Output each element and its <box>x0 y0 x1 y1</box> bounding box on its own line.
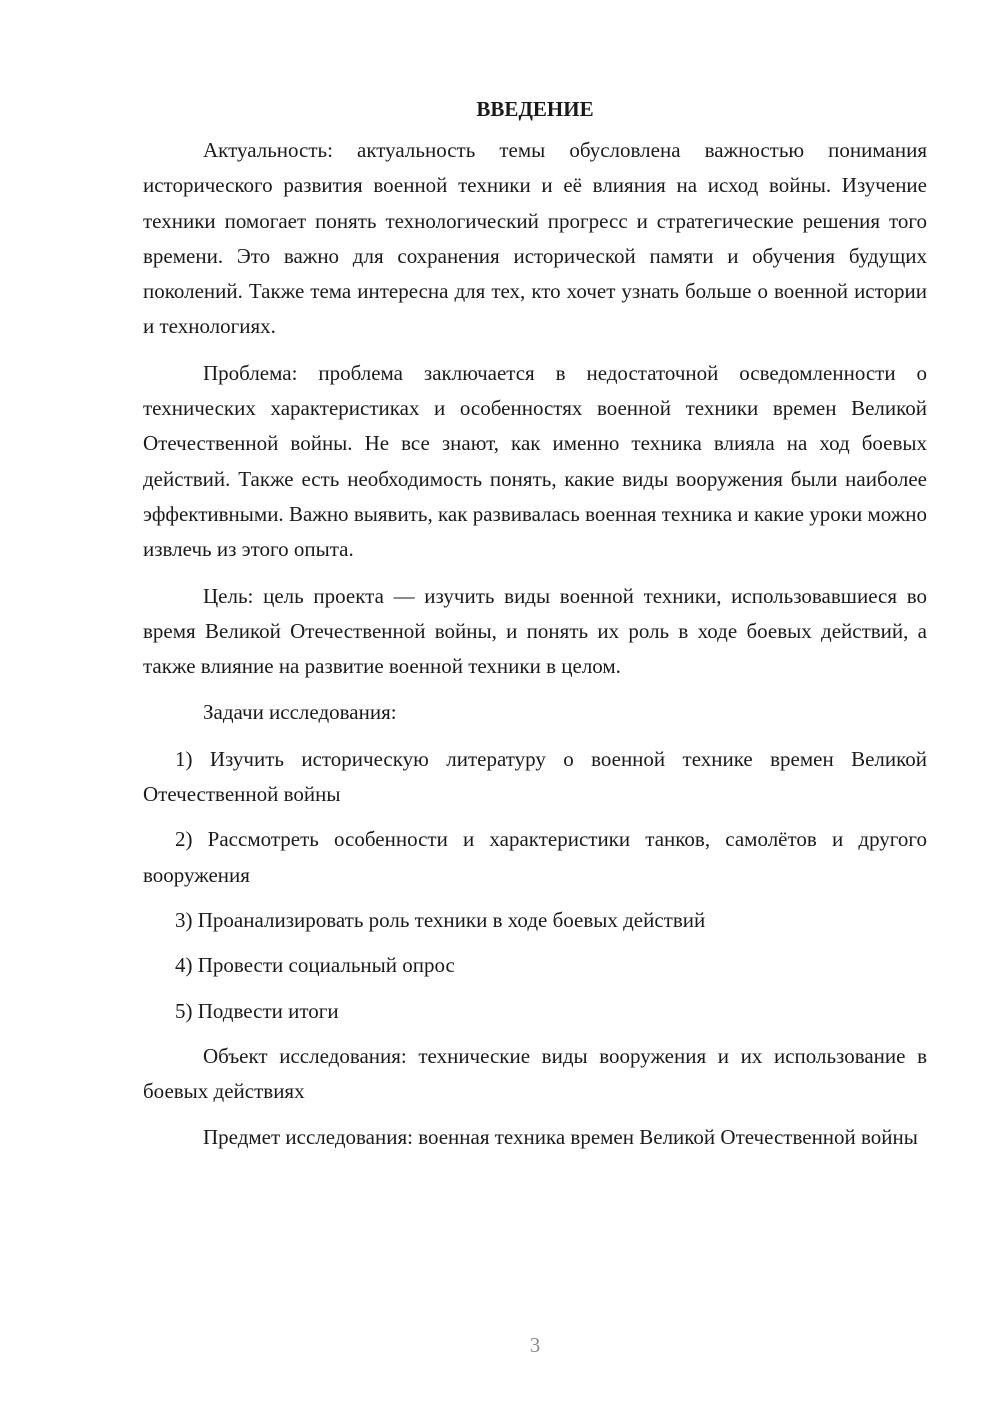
task-item-4: 4) Провести социальный опрос <box>175 953 455 978</box>
tasks-heading: Задачи исследования: <box>203 700 397 725</box>
paragraph-relevance: Актуальность: актуальность темы обусловлена важностью понимания исторического развития военной техники и её влияния на исход войны. Изучение техники помогает понять технологический прогресс и стратегические решения того времени. Это важно для сохранения исторической памяти и обучения будущих поколений. Также тема интересна для тех, кто хочет узнать больше о военной истории и технологиях. <box>143 138 927 339</box>
paragraph-object: Объект исследования: технические виды вооружения и их использование в боевых действиях <box>143 1043 927 1104</box>
paragraph-subject: Предмет исследования: военная техника времен Великой Отечественной войны <box>203 1125 918 1150</box>
paragraph-problem: Проблема: проблема заключается в недостаточной осведомленности о технических характеристиках и особенностях военной техники времен Великой Отечественной войны. Не все знают, как именно техника влияла на ход боевых действий. Также есть необходимость понять, какие виды вооружения были наиболее эффективными. Важно выявить, как развивалась военная техника и какие уроки можно извлечь из этого опыта. <box>143 360 927 562</box>
task-item-1: 1) Изучить историческую литературу о военной технике времен Великой Отечественной войны <box>143 746 927 807</box>
task-item-3: 3) Проанализировать роль техники в ходе боевых действий <box>175 907 706 932</box>
paragraph-goal: Цель: цель проекта — изучить виды военной техники, использовавшиеся во время Великой Отечественной войны, и понять их роль в ходе боевых действий, а также влияние на развитие военной техники в целом. <box>143 583 927 679</box>
section-title: ВВЕДЕНИЕ <box>476 97 594 121</box>
task-item-2: 2) Рассмотреть особенности и характеристики танков, самолётов и другого вооружения <box>143 827 927 887</box>
page-content <box>143 92 927 1167</box>
page-number: 3 <box>529 1333 541 1357</box>
task-item-5: 5) Подвести итоги <box>175 998 339 1023</box>
